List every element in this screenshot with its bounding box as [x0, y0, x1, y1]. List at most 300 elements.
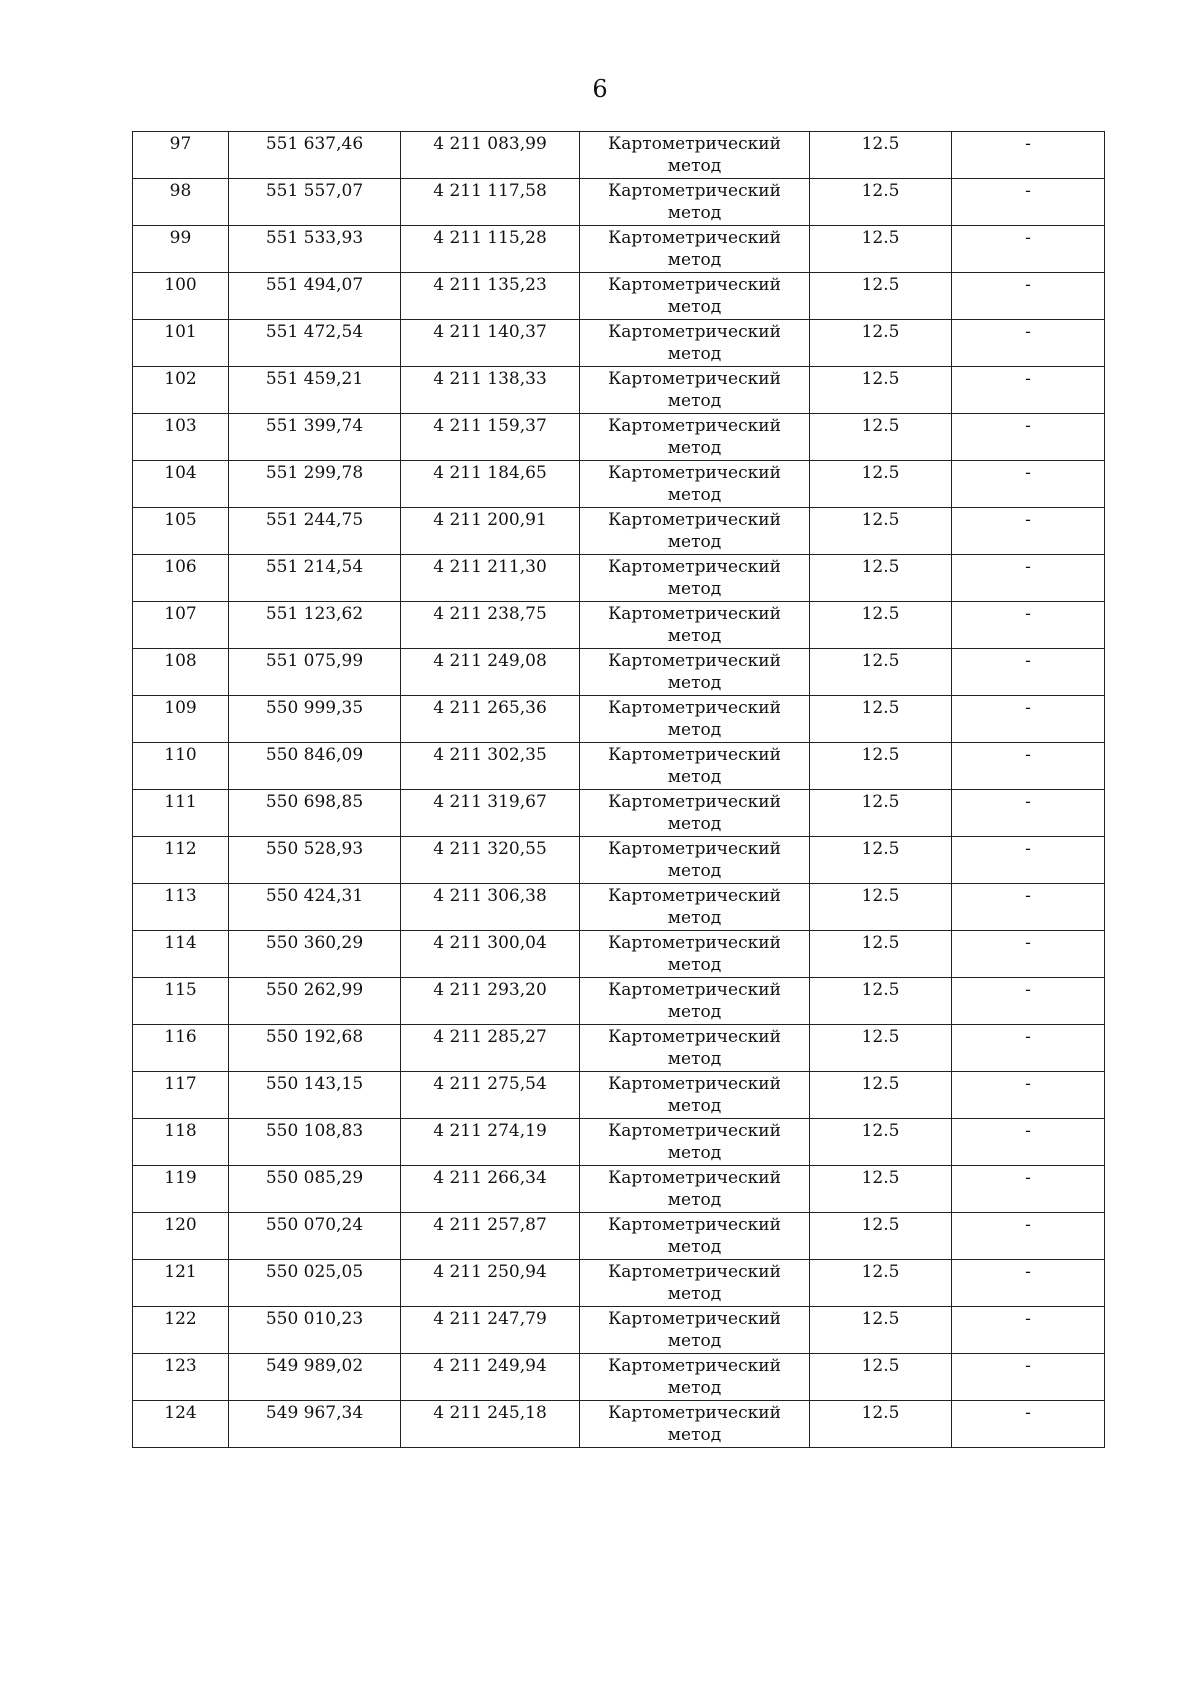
method-cell-text: Картометрический метод	[608, 1403, 781, 1445]
point-number-cell-text: 98	[169, 181, 192, 201]
point-number-cell-text: 100	[164, 275, 197, 295]
y-coordinate-cell	[401, 179, 580, 226]
x-coordinate-cell	[229, 1260, 401, 1307]
point-number-cell-text: 99	[169, 228, 192, 248]
x-coordinate-cell-text: 551 557,07	[265, 181, 364, 201]
y-coordinate-cell	[401, 226, 580, 273]
note-cell-text: -	[1025, 510, 1031, 530]
y-coordinate-cell	[401, 790, 580, 837]
method-cell	[580, 790, 810, 837]
table-row	[133, 367, 1105, 414]
x-coordinate-cell	[229, 1072, 401, 1119]
note-cell-text: -	[1025, 228, 1031, 248]
accuracy-cell	[810, 179, 952, 226]
y-coordinate-cell	[401, 602, 580, 649]
y-coordinate-cell	[401, 1260, 580, 1307]
method-cell-text: Картометрический метод	[608, 369, 781, 411]
x-coordinate-cell-text: 550 424,31	[265, 886, 364, 906]
method-cell-text: Картометрический метод	[608, 1121, 781, 1163]
y-coordinate-cell-text: 4 211 083,99	[433, 134, 547, 154]
note-cell	[952, 649, 1105, 696]
table-row	[133, 649, 1105, 696]
method-cell	[580, 1307, 810, 1354]
x-coordinate-cell	[229, 602, 401, 649]
method-cell	[580, 461, 810, 508]
y-coordinate-cell-text: 4 211 138,33	[433, 369, 547, 389]
y-coordinate-cell-text: 4 211 249,94	[433, 1356, 547, 1376]
x-coordinate-cell-text: 551 214,54	[265, 557, 364, 577]
x-coordinate-cell	[229, 696, 401, 743]
y-coordinate-cell	[401, 1119, 580, 1166]
method-cell	[580, 931, 810, 978]
y-coordinate-cell	[401, 1354, 580, 1401]
y-coordinate-cell	[401, 273, 580, 320]
accuracy-cell	[810, 1401, 952, 1448]
method-cell-text: Картометрический метод	[608, 651, 781, 693]
point-number-cell	[133, 649, 229, 696]
y-coordinate-cell	[401, 414, 580, 461]
y-coordinate-cell-text: 4 211 300,04	[433, 933, 547, 953]
point-number-cell	[133, 1354, 229, 1401]
accuracy-cell	[810, 743, 952, 790]
x-coordinate-cell-text: 550 070,24	[265, 1215, 364, 1235]
y-coordinate-cell-text: 4 211 115,28	[433, 228, 547, 248]
table-row	[133, 179, 1105, 226]
x-coordinate-cell-text: 551 494,07	[265, 275, 364, 295]
point-number-cell	[133, 1213, 229, 1260]
y-coordinate-cell-text: 4 211 184,65	[433, 463, 547, 483]
note-cell-text: -	[1025, 134, 1031, 154]
method-cell	[580, 1072, 810, 1119]
method-cell	[580, 649, 810, 696]
method-cell	[580, 226, 810, 273]
method-cell-text: Картометрический метод	[608, 1074, 781, 1116]
point-number-cell-text: 102	[164, 369, 197, 389]
note-cell-text: -	[1025, 1356, 1031, 1376]
y-coordinate-cell-text: 4 211 275,54	[433, 1074, 547, 1094]
x-coordinate-cell	[229, 508, 401, 555]
point-number-cell-text: 105	[164, 510, 197, 530]
note-cell-text: -	[1025, 557, 1031, 577]
note-cell	[952, 1260, 1105, 1307]
accuracy-cell	[810, 884, 952, 931]
y-coordinate-cell-text: 4 211 250,94	[433, 1262, 547, 1282]
accuracy-cell-text: 12.5	[861, 1309, 900, 1329]
note-cell-text: -	[1025, 745, 1031, 765]
point-number-cell	[133, 1072, 229, 1119]
accuracy-cell-text: 12.5	[861, 369, 900, 389]
accuracy-cell	[810, 1213, 952, 1260]
table-row	[133, 602, 1105, 649]
point-number-cell	[133, 790, 229, 837]
x-coordinate-cell-text: 551 637,46	[265, 134, 364, 154]
accuracy-cell	[810, 1260, 952, 1307]
table-row	[133, 226, 1105, 273]
method-cell-text: Картометрический метод	[608, 698, 781, 740]
y-coordinate-cell	[401, 1307, 580, 1354]
point-number-cell	[133, 884, 229, 931]
y-coordinate-cell-text: 4 211 320,55	[433, 839, 547, 859]
accuracy-cell-text: 12.5	[861, 980, 900, 1000]
x-coordinate-cell	[229, 367, 401, 414]
note-cell	[952, 1025, 1105, 1072]
x-coordinate-cell	[229, 884, 401, 931]
note-cell	[952, 414, 1105, 461]
x-coordinate-cell	[229, 1213, 401, 1260]
x-coordinate-cell-text: 549 989,02	[265, 1356, 364, 1376]
accuracy-cell-text: 12.5	[861, 1027, 900, 1047]
y-coordinate-cell-text: 4 211 274,19	[433, 1121, 547, 1141]
y-coordinate-cell	[401, 461, 580, 508]
y-coordinate-cell-text: 4 211 266,34	[433, 1168, 547, 1188]
method-cell	[580, 1025, 810, 1072]
x-coordinate-cell	[229, 1401, 401, 1448]
note-cell-text: -	[1025, 1121, 1031, 1141]
accuracy-cell-text: 12.5	[861, 416, 900, 436]
y-coordinate-cell-text: 4 211 117,58	[433, 181, 547, 201]
y-coordinate-cell	[401, 931, 580, 978]
x-coordinate-cell	[229, 555, 401, 602]
note-cell	[952, 1307, 1105, 1354]
note-cell	[952, 790, 1105, 837]
note-cell-text: -	[1025, 651, 1031, 671]
y-coordinate-cell	[401, 1401, 580, 1448]
method-cell	[580, 414, 810, 461]
y-coordinate-cell-text: 4 211 293,20	[433, 980, 547, 1000]
table-row	[133, 1354, 1105, 1401]
accuracy-cell	[810, 273, 952, 320]
accuracy-cell	[810, 1119, 952, 1166]
note-cell-text: -	[1025, 886, 1031, 906]
point-number-cell-text: 112	[164, 839, 197, 859]
note-cell	[952, 555, 1105, 602]
method-cell	[580, 320, 810, 367]
point-number-cell-text: 103	[164, 416, 197, 436]
accuracy-cell-text: 12.5	[861, 510, 900, 530]
y-coordinate-cell-text: 4 211 135,23	[433, 275, 547, 295]
x-coordinate-cell-text: 550 108,83	[265, 1121, 364, 1141]
x-coordinate-cell	[229, 1166, 401, 1213]
table-row	[133, 790, 1105, 837]
point-number-cell-text: 107	[164, 604, 197, 624]
note-cell-text: -	[1025, 1309, 1031, 1329]
x-coordinate-cell-text: 550 262,99	[265, 980, 364, 1000]
accuracy-cell	[810, 931, 952, 978]
table-row	[133, 743, 1105, 790]
y-coordinate-cell	[401, 320, 580, 367]
x-coordinate-cell-text: 550 025,05	[265, 1262, 364, 1282]
x-coordinate-cell-text: 549 967,34	[265, 1403, 364, 1423]
y-coordinate-cell-text: 4 211 247,79	[433, 1309, 547, 1329]
x-coordinate-cell	[229, 743, 401, 790]
x-coordinate-cell-text: 551 472,54	[265, 322, 364, 342]
accuracy-cell-text: 12.5	[861, 839, 900, 859]
method-cell	[580, 1213, 810, 1260]
accuracy-cell-text: 12.5	[861, 792, 900, 812]
point-number-cell-text: 111	[164, 792, 197, 812]
x-coordinate-cell	[229, 461, 401, 508]
accuracy-cell-text: 12.5	[861, 933, 900, 953]
coordinates-table	[132, 131, 1105, 1448]
point-number-cell-text: 118	[164, 1121, 197, 1141]
accuracy-cell-text: 12.5	[861, 228, 900, 248]
y-coordinate-cell	[401, 1166, 580, 1213]
note-cell	[952, 273, 1105, 320]
y-coordinate-cell-text: 4 211 306,38	[433, 886, 547, 906]
note-cell	[952, 1213, 1105, 1260]
method-cell	[580, 1354, 810, 1401]
accuracy-cell-text: 12.5	[861, 1121, 900, 1141]
accuracy-cell	[810, 837, 952, 884]
method-cell-text: Картометрический метод	[608, 886, 781, 928]
method-cell-text: Картометрический метод	[608, 181, 781, 223]
method-cell	[580, 1260, 810, 1307]
accuracy-cell-text: 12.5	[861, 651, 900, 671]
point-number-cell	[133, 1260, 229, 1307]
note-cell-text: -	[1025, 1074, 1031, 1094]
table-row	[133, 884, 1105, 931]
x-coordinate-cell-text: 550 143,15	[265, 1074, 364, 1094]
method-cell-text: Картометрический метод	[608, 134, 781, 176]
y-coordinate-cell-text: 4 211 265,36	[433, 698, 547, 718]
note-cell	[952, 132, 1105, 179]
method-cell-text: Картометрический метод	[608, 1356, 781, 1398]
table-row	[133, 1072, 1105, 1119]
x-coordinate-cell-text: 550 846,09	[265, 745, 364, 765]
accuracy-cell-text: 12.5	[861, 604, 900, 624]
method-cell	[580, 884, 810, 931]
note-cell	[952, 837, 1105, 884]
accuracy-cell-text: 12.5	[861, 463, 900, 483]
x-coordinate-cell	[229, 931, 401, 978]
note-cell	[952, 1072, 1105, 1119]
y-coordinate-cell-text: 4 211 319,67	[433, 792, 547, 812]
x-coordinate-cell	[229, 649, 401, 696]
method-cell	[580, 555, 810, 602]
accuracy-cell	[810, 414, 952, 461]
method-cell-text: Картометрический метод	[608, 510, 781, 552]
note-cell-text: -	[1025, 416, 1031, 436]
x-coordinate-cell-text: 550 528,93	[265, 839, 364, 859]
y-coordinate-cell	[401, 884, 580, 931]
x-coordinate-cell	[229, 837, 401, 884]
table-row	[133, 1119, 1105, 1166]
point-number-cell	[133, 179, 229, 226]
method-cell-text: Картометрический метод	[608, 792, 781, 834]
y-coordinate-cell	[401, 837, 580, 884]
x-coordinate-cell-text: 551 123,62	[265, 604, 364, 624]
accuracy-cell	[810, 790, 952, 837]
x-coordinate-cell	[229, 414, 401, 461]
x-coordinate-cell-text: 551 075,99	[265, 651, 364, 671]
y-coordinate-cell	[401, 1025, 580, 1072]
x-coordinate-cell	[229, 978, 401, 1025]
method-cell	[580, 1166, 810, 1213]
method-cell	[580, 696, 810, 743]
table-row	[133, 414, 1105, 461]
x-coordinate-cell	[229, 320, 401, 367]
point-number-cell	[133, 1307, 229, 1354]
point-number-cell	[133, 1166, 229, 1213]
point-number-cell-text: 108	[164, 651, 197, 671]
x-coordinate-cell-text: 551 244,75	[265, 510, 364, 530]
accuracy-cell-text: 12.5	[861, 745, 900, 765]
x-coordinate-cell-text: 551 533,93	[265, 228, 364, 248]
method-cell	[580, 508, 810, 555]
y-coordinate-cell-text: 4 211 302,35	[433, 745, 547, 765]
y-coordinate-cell-text: 4 211 200,91	[433, 510, 547, 530]
method-cell-text: Картометрический метод	[608, 1262, 781, 1304]
note-cell	[952, 367, 1105, 414]
x-coordinate-cell	[229, 179, 401, 226]
table-row	[133, 978, 1105, 1025]
point-number-cell	[133, 931, 229, 978]
method-cell-text: Картометрический метод	[608, 322, 781, 364]
y-coordinate-cell	[401, 132, 580, 179]
method-cell-text: Картометрический метод	[608, 980, 781, 1022]
method-cell-text: Картометрический метод	[608, 557, 781, 599]
note-cell-text: -	[1025, 369, 1031, 389]
accuracy-cell-text: 12.5	[861, 181, 900, 201]
point-number-cell	[133, 743, 229, 790]
point-number-cell-text: 117	[164, 1074, 197, 1094]
note-cell-text: -	[1025, 275, 1031, 295]
point-number-cell-text: 120	[164, 1215, 197, 1235]
accuracy-cell-text: 12.5	[861, 134, 900, 154]
y-coordinate-cell-text: 4 211 140,37	[433, 322, 547, 342]
note-cell-text: -	[1025, 980, 1031, 1000]
method-cell	[580, 837, 810, 884]
method-cell	[580, 1119, 810, 1166]
y-coordinate-cell	[401, 978, 580, 1025]
method-cell-text: Картометрический метод	[608, 1215, 781, 1257]
method-cell	[580, 743, 810, 790]
note-cell	[952, 1401, 1105, 1448]
accuracy-cell	[810, 132, 952, 179]
table-row	[133, 132, 1105, 179]
point-number-cell	[133, 1025, 229, 1072]
accuracy-cell-text: 12.5	[861, 1356, 900, 1376]
accuracy-cell	[810, 226, 952, 273]
point-number-cell	[133, 367, 229, 414]
table-row	[133, 696, 1105, 743]
point-number-cell-text: 124	[164, 1403, 197, 1423]
x-coordinate-cell-text: 550 192,68	[265, 1027, 364, 1047]
x-coordinate-cell	[229, 1307, 401, 1354]
y-coordinate-cell-text: 4 211 285,27	[433, 1027, 547, 1047]
y-coordinate-cell	[401, 508, 580, 555]
x-coordinate-cell-text: 551 459,21	[265, 369, 364, 389]
point-number-cell	[133, 461, 229, 508]
point-number-cell-text: 113	[164, 886, 197, 906]
accuracy-cell-text: 12.5	[861, 1262, 900, 1282]
accuracy-cell	[810, 1025, 952, 1072]
table-row	[133, 1401, 1105, 1448]
point-number-cell	[133, 602, 229, 649]
accuracy-cell	[810, 696, 952, 743]
note-cell-text: -	[1025, 604, 1031, 624]
point-number-cell-text: 123	[164, 1356, 197, 1376]
table-body	[133, 132, 1105, 1448]
x-coordinate-cell-text: 551 299,78	[265, 463, 364, 483]
note-cell-text: -	[1025, 839, 1031, 859]
note-cell	[952, 1166, 1105, 1213]
table-row	[133, 461, 1105, 508]
method-cell	[580, 1401, 810, 1448]
method-cell	[580, 602, 810, 649]
method-cell	[580, 273, 810, 320]
table-row	[133, 931, 1105, 978]
accuracy-cell	[810, 508, 952, 555]
point-number-cell	[133, 837, 229, 884]
method-cell-text: Картометрический метод	[608, 228, 781, 270]
point-number-cell	[133, 696, 229, 743]
point-number-cell	[133, 555, 229, 602]
method-cell-text: Картометрический метод	[608, 275, 781, 317]
note-cell	[952, 978, 1105, 1025]
point-number-cell-text: 116	[164, 1027, 197, 1047]
accuracy-cell-text: 12.5	[861, 1403, 900, 1423]
note-cell-text: -	[1025, 1027, 1031, 1047]
point-number-cell-text: 115	[164, 980, 197, 1000]
method-cell	[580, 179, 810, 226]
method-cell	[580, 132, 810, 179]
note-cell	[952, 1354, 1105, 1401]
y-coordinate-cell-text: 4 211 211,30	[433, 557, 547, 577]
y-coordinate-cell	[401, 1213, 580, 1260]
accuracy-cell-text: 12.5	[861, 1168, 900, 1188]
note-cell-text: -	[1025, 792, 1031, 812]
note-cell	[952, 461, 1105, 508]
y-coordinate-cell-text: 4 211 159,37	[433, 416, 547, 436]
point-number-cell-text: 114	[164, 933, 197, 953]
accuracy-cell-text: 12.5	[861, 1074, 900, 1094]
method-cell-text: Картометрический метод	[608, 933, 781, 975]
x-coordinate-cell-text: 550 999,35	[265, 698, 364, 718]
y-coordinate-cell	[401, 555, 580, 602]
note-cell-text: -	[1025, 1168, 1031, 1188]
point-number-cell	[133, 414, 229, 461]
x-coordinate-cell	[229, 790, 401, 837]
note-cell	[952, 696, 1105, 743]
point-number-cell-text: 121	[164, 1262, 197, 1282]
table-row	[133, 508, 1105, 555]
note-cell	[952, 602, 1105, 649]
method-cell-text: Картометрический метод	[608, 1168, 781, 1210]
note-cell-text: -	[1025, 1215, 1031, 1235]
point-number-cell	[133, 1401, 229, 1448]
point-number-cell	[133, 978, 229, 1025]
table-row	[133, 1260, 1105, 1307]
accuracy-cell	[810, 649, 952, 696]
point-number-cell-text: 110	[164, 745, 197, 765]
x-coordinate-cell-text: 550 698,85	[265, 792, 364, 812]
y-coordinate-cell-text: 4 211 238,75	[433, 604, 547, 624]
method-cell-text: Картометрический метод	[608, 604, 781, 646]
x-coordinate-cell-text: 550 360,29	[265, 933, 364, 953]
point-number-cell	[133, 1119, 229, 1166]
note-cell	[952, 931, 1105, 978]
y-coordinate-cell	[401, 367, 580, 414]
accuracy-cell	[810, 978, 952, 1025]
point-number-cell	[133, 226, 229, 273]
x-coordinate-cell	[229, 1354, 401, 1401]
y-coordinate-cell-text: 4 211 249,08	[433, 651, 547, 671]
x-coordinate-cell	[229, 1119, 401, 1166]
accuracy-cell-text: 12.5	[861, 886, 900, 906]
x-coordinate-cell	[229, 1025, 401, 1072]
accuracy-cell	[810, 1072, 952, 1119]
